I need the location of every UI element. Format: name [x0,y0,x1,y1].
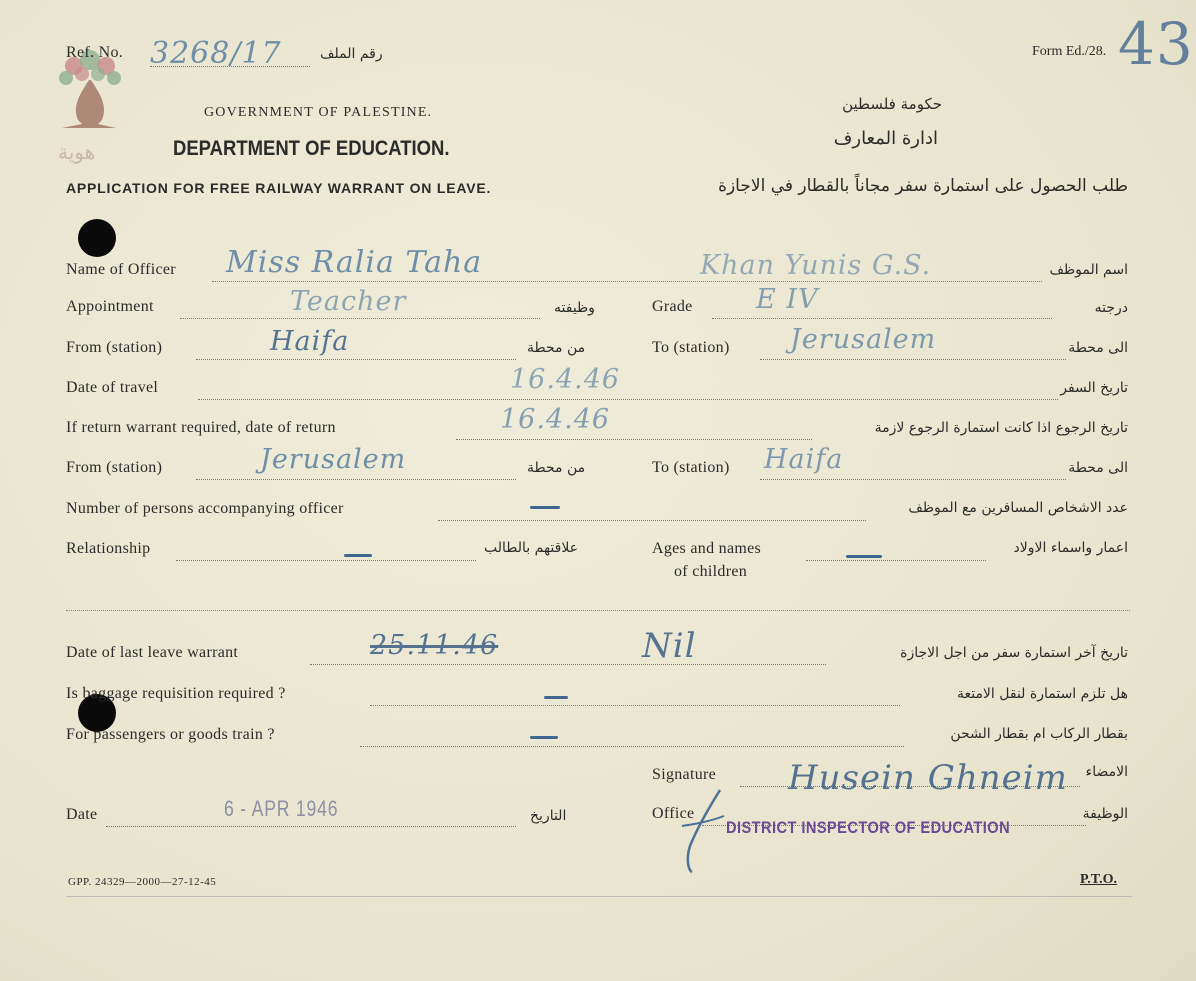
appointment-label-ar: وظيفته [554,300,595,316]
name-label-ar: اسم الموظف [1049,262,1128,278]
from2-dotted-line [196,479,516,480]
office-label: Office [652,805,695,822]
travel-date-value: 16.4.46 [510,364,621,395]
appointment-value: Teacher [290,286,407,317]
train-label: For passengers or goods train ? [66,726,275,743]
children-label-ar: اعمار واسماء الاولاد [1013,540,1128,556]
name-dotted-line [212,281,1042,282]
baggage-label: Is baggage requisition required ? [66,685,286,702]
relationship-label: Relationship [66,540,151,557]
baggage-dash [544,696,568,699]
dept-heading-ar: ادارة المعارف [833,128,938,149]
office-pen-stroke [680,786,730,881]
print-code: GPP. 24329—2000—27-12-45 [68,876,217,888]
name-value: Miss Ralia Taha [226,245,483,280]
train-dotted-line [360,746,904,747]
grade-value: E IV [756,284,819,315]
date-stamp: 6 - APR 1946 [224,796,339,821]
gov-heading-ar: حكومة فلسطين [842,95,942,113]
return-label-ar: تاريخ الرجوع اذا كانت استمارة الرجوع لازمة [874,420,1128,436]
application-heading: APPLICATION FOR FREE RAILWAY WARRANT ON LEAVE. [66,180,492,196]
persons-dash [530,506,560,509]
to2-label: To (station) [652,459,730,476]
last-leave-label: Date of last leave warrant [66,644,239,661]
to1-dotted-line [760,359,1066,360]
dept-heading: DEPARTMENT OF EDUCATION. [173,137,450,160]
relationship-dash [344,554,372,557]
form-edition: Form Ed./28. [1032,44,1107,59]
from1-label-ar: من محطة [527,340,586,356]
persons-label: Number of persons accompanying officer [66,500,344,517]
ref-label: Ref. No. [66,44,124,61]
logo-caption: هوية [58,140,96,164]
date-dotted-line [106,826,516,827]
grade-label: Grade [652,298,693,315]
ref-number: 3268/17 [150,36,282,71]
baggage-dotted-line [370,705,900,706]
grade-label-ar: درجته [1094,300,1128,316]
relationship-dotted-line [176,560,476,561]
children-dash [846,555,882,558]
persons-label-ar: عدد الاشخاص المسافرين مع الموظف [908,500,1128,516]
date-label-ar: التاريخ [530,808,567,824]
grade-dotted-line [712,318,1052,319]
to1-label-ar: الى محطة [1068,340,1128,356]
from1-dotted-line [196,359,516,360]
travel-date-dotted-line [198,399,1058,400]
to2-value: Haifa [764,444,844,475]
page-mark: 43 [1118,10,1194,78]
travel-date-label: Date of travel [66,379,159,396]
from2-value: Jerusalem [260,444,407,475]
last-leave-dotted-line [310,664,826,665]
last-leave-struck: 25.11.46 [370,630,499,661]
to1-label: To (station) [652,339,730,356]
appointment-dotted-line [180,318,540,319]
to2-label-ar: الى محطة [1068,460,1128,476]
signature-label-ar: الامضاء [1085,764,1128,780]
section-divider [66,610,1130,611]
last-leave-label-ar: تاريخ آخر استمارة سفر من اجل الاجازة [900,645,1128,661]
from2-label: From (station) [66,459,163,476]
baggage-label-ar: هل تلزم استمارة لنقل الامتعة [956,686,1128,702]
train-dash [530,736,558,739]
return-label: If return warrant required, date of return [66,419,336,436]
to1-value: Jerusalem [790,324,937,355]
from1-label: From (station) [66,339,163,356]
travel-date-label-ar: تاريخ السفر [1060,380,1128,396]
ref-dotted-line [150,66,310,67]
from2-label-ar: من محطة [527,460,586,476]
date-label: Date [66,806,98,823]
children-dotted-line [806,560,986,561]
last-leave-value: Nil [642,626,697,666]
office-label-ar: الوظيفة [1082,806,1128,822]
ref-label-ar: رقم الملف [320,46,383,62]
office-stamp: DISTRICT INSPECTOR OF EDUCATION [726,818,1011,837]
name-label: Name of Officer [66,261,176,278]
location-value: Khan Yunis G.S. [700,250,932,281]
return-value: 16.4.46 [500,404,611,435]
pen-flourish-icon [680,786,730,876]
persons-dotted-line [438,520,866,521]
pto-label: P.T.O. [1080,872,1117,887]
relationship-label-ar: علاقتهم بالطالب [484,540,579,556]
appointment-label: Appointment [66,298,154,315]
punch-hole-top [78,219,116,257]
gov-heading: GOVERNMENT OF PALESTINE. [204,105,433,120]
application-heading-ar: طلب الحصول على استمارة سفر مجاناً بالقطار في الاجازة [718,176,1128,196]
children-label-2: of children [674,563,748,580]
footer-rule [66,896,1132,897]
from1-value: Haifa [270,326,350,357]
return-dotted-line [456,439,812,440]
children-label-1: Ages and names [652,540,762,557]
signature-value: Husein Ghneim [788,758,1068,798]
train-label-ar: بقطار الركاب ام بقطار الشحن [950,726,1128,742]
to2-dotted-line [760,479,1066,480]
signature-label: Signature [652,766,717,783]
